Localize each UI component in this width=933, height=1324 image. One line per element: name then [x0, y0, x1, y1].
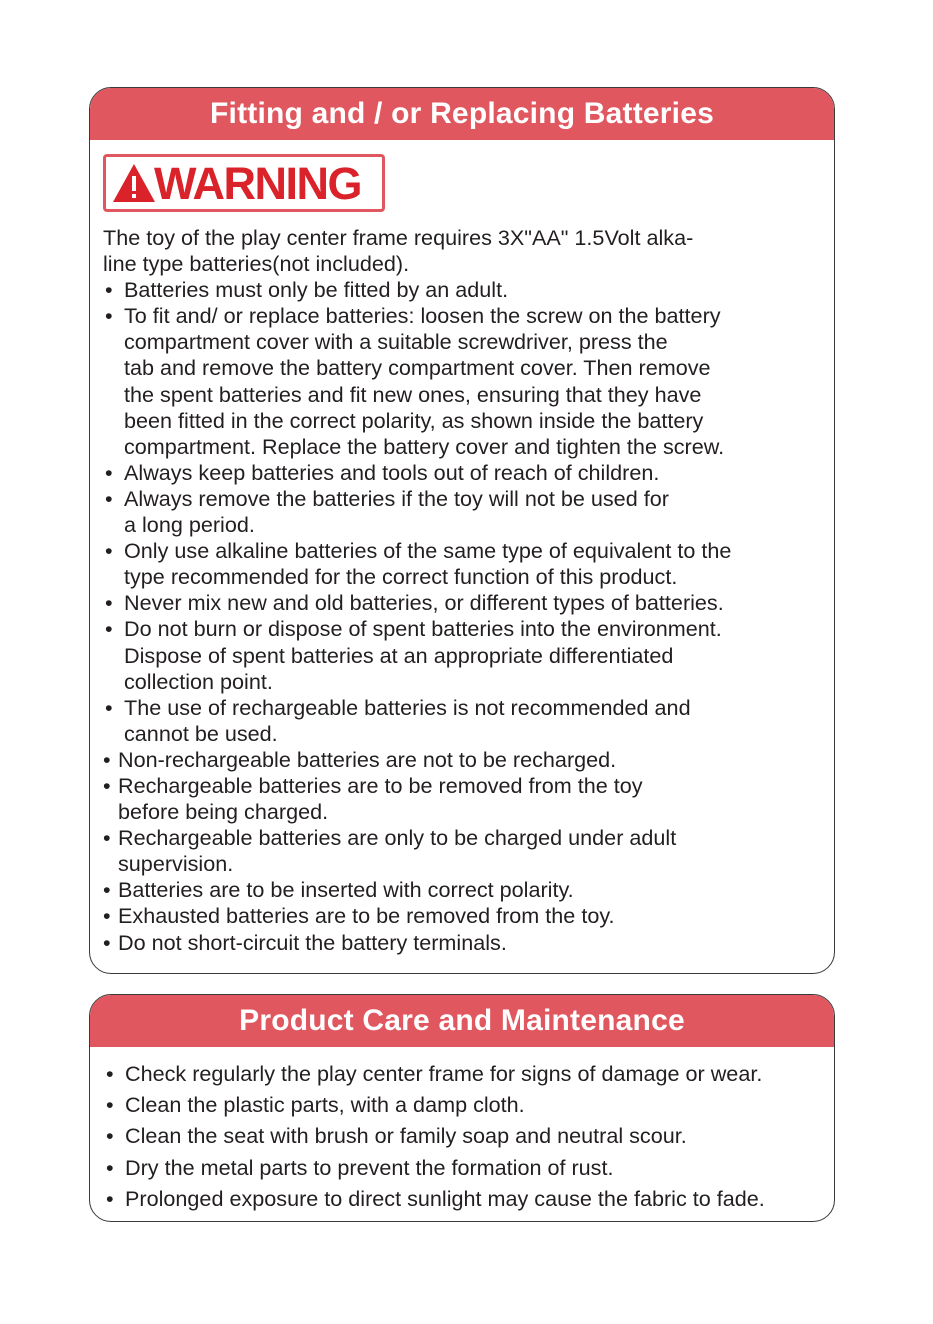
care-instructions-list [104, 1058, 824, 1214]
text-line: The toy of the play center frame requires 3X"AA" 1.5Volt alka- [103, 225, 694, 250]
text-line: the spent batteries and fit new ones, ensuring that they have [124, 381, 702, 407]
text-line: Batteries are to be inserted with correct polarity. [118, 877, 574, 903]
list-item [103, 538, 823, 590]
list-item [103, 747, 823, 773]
list-item [103, 277, 823, 303]
text-line: a long period. [124, 512, 255, 538]
text-line: line type batteries(not included). [103, 251, 410, 277]
text-line: Prolonged exposure to direct sunlight may cause the fabric to fade. [125, 1185, 765, 1211]
text-line: Do not burn or dispose of spent batteries into the environment. [124, 616, 722, 642]
list-item [103, 903, 823, 929]
text-line: tab and remove the battery compartment cover. Then remove [124, 355, 711, 381]
text-line: Never mix new and old batteries, or different types of batteries. [124, 590, 724, 616]
text-line: compartment. Replace the battery cover and tighten the screw. [124, 433, 725, 459]
text-line: been fitted in the correct polarity, as shown inside the battery [124, 407, 704, 433]
list-item [104, 1058, 824, 1089]
list-item [103, 486, 823, 538]
text-line: Do not short-circuit the battery terminals. [118, 929, 507, 955]
text-line: collection point. [124, 668, 273, 694]
text-line: Only use alkaline batteries of the same type of equivalent to the [124, 538, 732, 564]
battery-safety-list [103, 277, 823, 955]
care-maintenance-panel [89, 994, 835, 1222]
care-section-title: Product Care and Maintenance [90, 995, 834, 1047]
list-item [103, 825, 823, 877]
text-line: Clean the plastic parts, with a damp cloth. [125, 1092, 525, 1118]
text-line: cannot be used. [124, 720, 278, 746]
battery-instructions-panel [89, 87, 835, 974]
list-item [103, 773, 823, 825]
text-line: Dispose of spent batteries at an appropriate differentiated [124, 642, 674, 668]
battery-requirement-text [103, 225, 823, 277]
text-line: type recommended for the correct function of this product. [124, 564, 678, 590]
battery-section-title: Fitting and / or Replacing Batteries [90, 88, 834, 140]
list-item [104, 1152, 824, 1183]
warning-text: WARNING [154, 157, 361, 209]
text-line: Non-rechargeable batteries are not to be recharged. [118, 746, 617, 772]
text-line: Clean the seat with brush or family soap and neutral scour. [125, 1123, 687, 1149]
warning-label-box [103, 154, 385, 212]
text-line: Always remove the batteries if the toy will not be used for [124, 485, 669, 511]
list-item [103, 695, 823, 747]
text-line: Exhausted batteries are to be removed from the toy. [118, 903, 615, 929]
text-line: Dry the metal parts to prevent the formation of rust. [125, 1154, 614, 1180]
list-item [103, 877, 823, 903]
text-line: supervision. [118, 851, 234, 877]
text-line: The use of rechargeable batteries is not recommended and [124, 694, 691, 720]
warning-triangle-icon [112, 162, 156, 204]
list-item [103, 616, 823, 694]
text-line: compartment cover with a suitable screwdriver, press the [124, 329, 668, 355]
list-item [103, 590, 823, 616]
list-item [104, 1089, 824, 1120]
text-line: Rechargeable batteries are only to be charged under adult [118, 825, 677, 851]
text-line: To fit and/ or replace batteries: loosen the screw on the battery [124, 303, 721, 329]
list-item [103, 460, 823, 486]
care-instructions-body [104, 1058, 824, 1214]
text-line: Check regularly the play center frame for signs of damage or wear. [125, 1061, 763, 1086]
text-line: Rechargeable batteries are to be removed from the toy [118, 772, 643, 798]
text-line: Batteries must only be fitted by an adult. [124, 277, 509, 303]
text-line: Always keep batteries and tools out of reach of children. [124, 459, 660, 485]
list-item [104, 1183, 824, 1214]
list-item [103, 930, 823, 956]
list-item [104, 1120, 824, 1151]
text-line: before being charged. [118, 799, 329, 825]
list-item [103, 303, 823, 460]
battery-instructions-body [103, 225, 823, 956]
